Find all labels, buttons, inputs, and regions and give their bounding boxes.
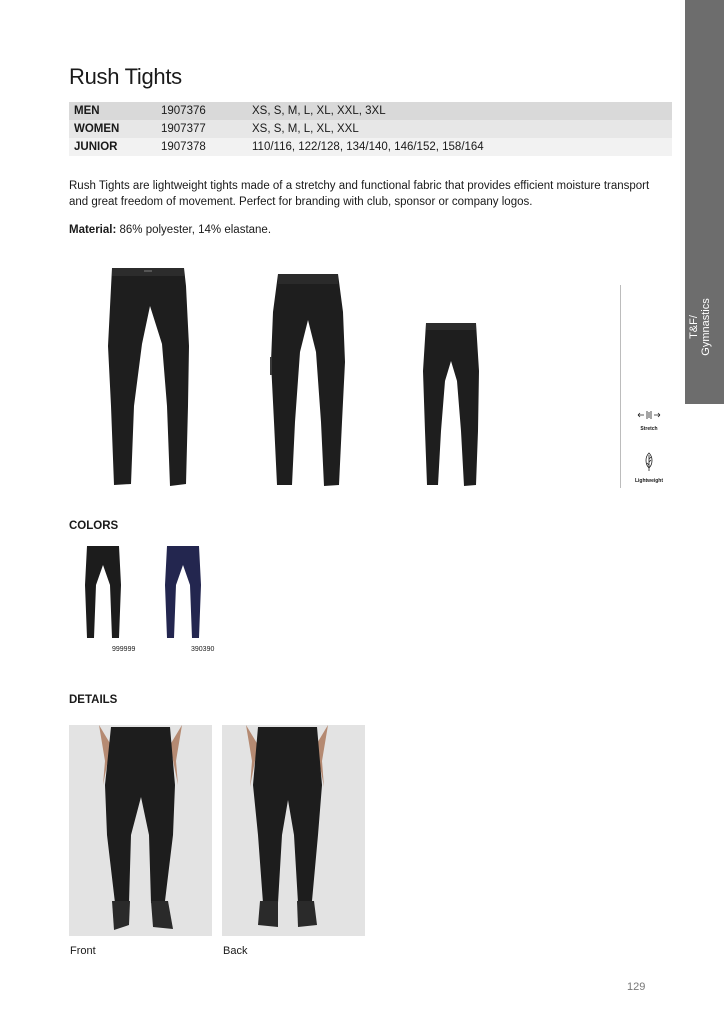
color-swatch-black	[84, 545, 122, 640]
product-image-women	[266, 272, 350, 488]
color-swatch-shape	[85, 546, 121, 638]
feature-divider	[620, 285, 621, 488]
material-line	[69, 224, 271, 236]
side-tab-line-2: Gymnastics	[700, 298, 712, 356]
stretch-icon	[637, 410, 661, 420]
size-list: XS, S, M, L, XL, XXL	[252, 123, 359, 135]
article-number: 1907378	[161, 141, 206, 153]
size-table	[69, 102, 672, 156]
detail-photo-back	[222, 725, 365, 936]
size-row-women	[69, 120, 672, 138]
gender-label: JUNIOR	[74, 141, 118, 153]
color-code: 999999	[112, 646, 136, 653]
product-image-men	[104, 266, 194, 488]
feature-label: Stretch	[640, 426, 658, 432]
page-title: Rush Tights	[69, 64, 182, 89]
color-code: 390390	[191, 646, 215, 653]
details-heading: DETAILS	[69, 694, 118, 706]
section-side-tab	[685, 0, 724, 404]
feature-lightweight	[628, 452, 670, 484]
colors-heading: COLORS	[69, 520, 119, 532]
front-caption: Front	[70, 945, 96, 957]
back-caption: Back	[223, 945, 248, 957]
size-list: 110/116, 122/128, 134/140, 146/152, 158/164	[252, 141, 484, 153]
page-number: 129	[627, 981, 646, 993]
feature-label: Lightweight	[634, 478, 664, 484]
color-swatch-navy	[164, 545, 202, 640]
feature-stretch	[628, 407, 670, 432]
size-list: XS, S, M, L, XL, XXL, 3XL	[252, 105, 386, 117]
material-value: 86% polyester, 14% elastane.	[119, 224, 272, 236]
article-number: 1907376	[161, 105, 206, 117]
color-swatch-shape	[165, 546, 201, 638]
product-description: Rush Tights are lightweight tights made of a stretchy and functional fabric that provides efficient moisture transport and great freedom of movement. Perfect for branding with club, sponsor or company logos.	[69, 180, 650, 208]
gender-label: WOMEN	[74, 123, 120, 135]
product-image-junior	[420, 321, 482, 488]
size-row-junior	[69, 138, 672, 156]
gender-label: MEN	[74, 105, 100, 117]
feather-icon	[643, 452, 655, 472]
size-row-men	[69, 102, 672, 120]
material-label: Material:	[69, 224, 117, 236]
detail-photo-front	[69, 725, 212, 936]
section-side-tab-label	[688, 272, 712, 382]
side-tab-line-1: T&F/	[688, 315, 700, 339]
article-number: 1907377	[161, 123, 206, 135]
